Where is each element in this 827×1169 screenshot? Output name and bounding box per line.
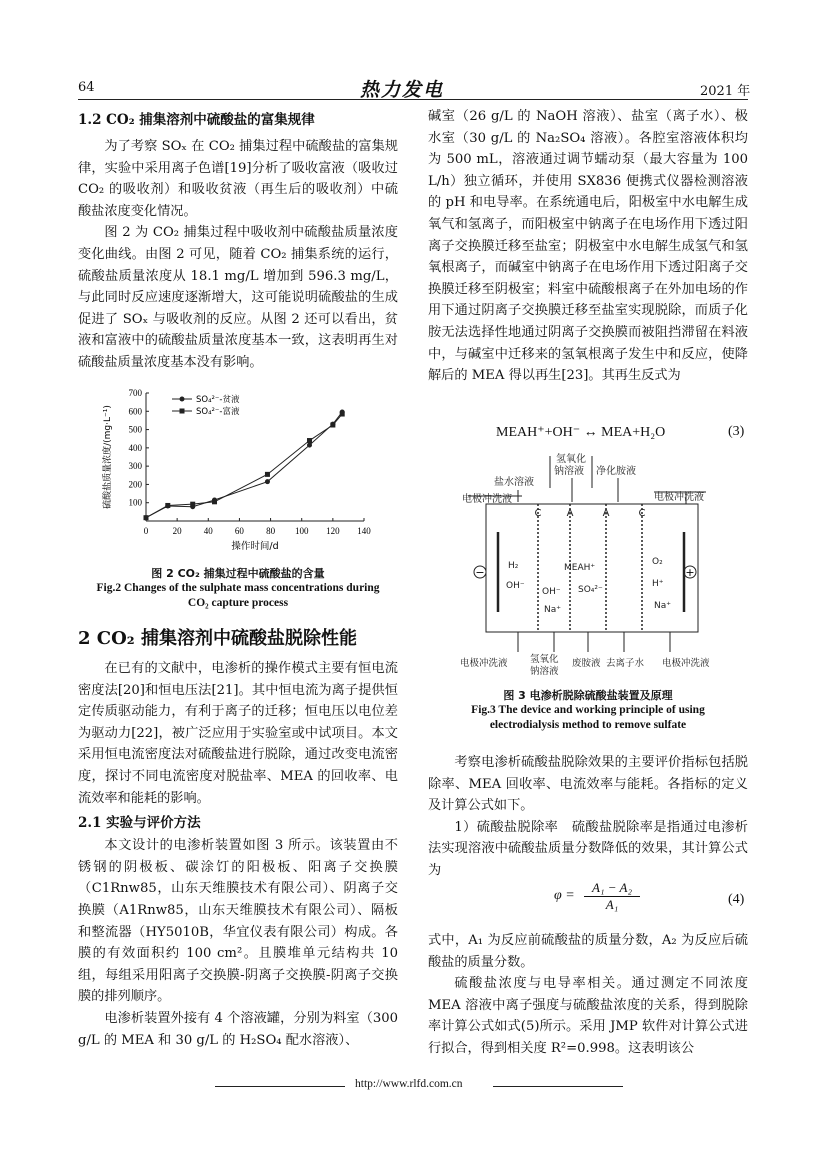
fig3-label: 净化胺液 <box>596 466 636 477</box>
equation-4-lhs: φ = <box>554 888 575 903</box>
fig3-label: 钠溶液 <box>530 666 559 677</box>
y-tick-label: 700 <box>128 388 142 398</box>
ion-label: H₂ <box>508 561 519 571</box>
paragraph: 图 2 为 CO₂ 捕集过程中吸收剂中硫酸盐质量浓度变化曲线。由图 2 可见，随着 CO₂ 捕集系统的运行，硫酸盐质量浓度从 18.1 mg/L 增加到 596.3 mg/L，与此同时反应速度逐渐增大，这可能说明硫酸盐的生成促进了 SOₓ 与吸收剂的反应。从图 2 还可以看出，贫液和富液中的硫酸盐质量浓度基本一致，这表明再生对硫酸盐质量浓度基本没有影响。 <box>78 225 398 370</box>
data-point <box>265 479 270 484</box>
y-tick-label: 300 <box>128 461 142 472</box>
membrane-label: C <box>534 508 542 519</box>
x-tick-label: 140 <box>357 526 371 536</box>
figure-2-chart <box>90 385 390 565</box>
paragraph: 考察电渗析硫酸盐脱除效果的主要评价指标包括脱除率、MEA 回收率、电流效率与能耗。各指标的定义及计算公式如下。 <box>428 755 748 814</box>
data-point <box>144 515 149 520</box>
membrane-label: A <box>602 508 610 519</box>
ion-label: OH⁻ <box>506 581 525 591</box>
paragraph: 在已有的文献中，电渗析的操作模式主要有恒电流密度法[20]和恒电压法[21]。其中恒电流为离子提供恒定传质驱动能力，有利于离子的迁移；恒电压以电位差为驱动力[22]，被广泛应用于实验室或中试项目。本文采用恒电流密度法对硫酸盐进行脱除，通过改变电流密度，探讨不同电流密度对脱盐率、MEA 的回收率、电流效率和能耗的影响。 <box>78 661 398 806</box>
left-column <box>78 108 398 374</box>
figure-2-caption <box>78 566 398 611</box>
paragraph: 电渗析装置外接有 4 个溶液罐，分别为料室（300 g/L 的 MEA 和 30 g/L 的 H₂SO₄ 配水溶液）、 <box>78 1010 398 1048</box>
x-tick-label: 20 <box>172 526 182 536</box>
x-tick-label: 60 <box>234 526 244 536</box>
equation-3-number: (3) <box>728 424 745 439</box>
paragraph: 硫酸盐浓度与电导率相关。通过测定不同浓度 MEA 溶液中离子强度与硫酸盐浓度的关系，得到脱除率计算公式如式(5)所示。采用 JMP 软件对计算公式进行拟合，得到相关度 R²=0.998。这表明该公 <box>428 976 748 1056</box>
footer-rule-right <box>493 1086 623 1087</box>
data-point <box>212 499 217 504</box>
y-tick-label: 200 <box>128 479 142 490</box>
fig2-caption-en: CO₂ capture process <box>187 597 289 609</box>
fig3-label: 氢氧化 <box>556 454 586 465</box>
fig3-caption-en: Fig.3 The device and working principle of using <box>471 704 705 716</box>
membrane-label: C <box>638 508 646 519</box>
journal-title: 热力发电 <box>360 79 445 101</box>
ion-label: OH⁻ <box>542 587 561 597</box>
data-point <box>307 438 312 443</box>
ion-label: H⁺ <box>652 579 664 589</box>
membrane-label: A <box>566 508 574 519</box>
fig3-label: 钠溶液 <box>554 466 584 477</box>
equation-4-fraction <box>584 880 640 913</box>
x-tick-label: 120 <box>326 526 340 536</box>
x-tick-label: 100 <box>294 526 309 536</box>
eq4-numerator: A₁ − A₂ <box>584 880 640 897</box>
data-point <box>190 502 195 507</box>
fig3-caption-en: electrodialysis method to remove sulfate <box>489 719 687 731</box>
y-tick-label: 400 <box>128 442 142 453</box>
series-line <box>146 414 342 518</box>
right-column-bottom <box>428 930 748 1060</box>
fig3-label: 电极冲洗液 <box>460 658 508 669</box>
y-axis-label: 硫酸盐质量浓度/(mg·L⁻¹) <box>103 405 113 509</box>
y-tick-label: 100 <box>128 497 142 508</box>
anode-sign: + <box>685 566 695 579</box>
figure-3-caption <box>428 688 748 733</box>
left-column-lower <box>78 624 398 1051</box>
page-number: 64 <box>78 80 95 95</box>
equation-3: MEAH⁺+OH⁻ ↔ MEA+H₂O <box>496 425 666 440</box>
data-point <box>307 443 312 448</box>
fig3-label: 盐水溶液 <box>494 477 534 488</box>
fig3-label: 电极冲洗液 <box>462 494 512 505</box>
legend-marker <box>180 409 185 414</box>
paragraph: 本文设计的电渗析装置如图 3 所示。该装置由不锈钢的阴极板、碳涂饤的阳极板、阳离子交换膜（C1Rnw85，山东天维膜技术有限公司）、阴离子交换膜（A1Rnw85，山东天维膜技术有限公司）、隔板和整流器（HY5010B，华宜仪表有限公司）构成。各膜的有效面积约 100 cm²。且膜堆单元结构共 10 组，每组采用阳离子交换膜-阴离子交换膜-阴离子交换膜的排列顺序。 <box>78 838 398 1005</box>
right-column <box>428 106 748 387</box>
series-line <box>146 412 342 518</box>
section-1-2-title: 1.2 CO₂ 捕集溶剂中硫酸盐的富集规律 <box>78 112 315 128</box>
header-rule <box>78 99 748 100</box>
legend-label: SO₄²⁻-贫液 <box>196 395 240 405</box>
x-tick-label: 80 <box>266 526 276 536</box>
ion-label: Na⁺ <box>544 605 561 615</box>
y-tick-label: 500 <box>128 424 142 435</box>
eq4-denominator: A₁ <box>605 897 619 912</box>
legend-marker <box>180 397 185 402</box>
year: 2021 年 <box>700 84 751 99</box>
paragraph: 碱室（26 g/L 的 NaOH 溶液）、盐室（离子水）、极水室（30 g/L 的 Na₂SO₄ 溶液）。各腔室溶液体积均为 500 mL，溶液通过调节蠕动泵（最大容量为 100 L/h）独立循环，并使用 SX836 便携式仪器检测溶液的 pH 和电导率。在系统通电后，阳极室中水电解生成氧气和氢离子，而阳极室中钠离子在电场作用下透过阳离子交换膜迁移至盐室；阴极室中水电解生成氢气和氢氧根离子，而碱室中钠离子在电场作用下透过阳离子交换膜迁移至阴极室；料室中硫酸根离子在外加电场的作用下通过阴离子交换膜迁移至盐室实现脱除，而质子化胺无法选择性地通过阴离子交换膜而被阻挡滞留在料液中，与碱室中迁移来的氢氧根离子发生中和反应，使降解后的 MEA 得以再生[23]。其再生反式为 <box>428 109 748 384</box>
data-point <box>340 412 345 417</box>
figure-3-diagram <box>458 452 728 680</box>
ion-label: MEAH⁺ <box>564 563 596 573</box>
section-2-1-title: 2.1 实验与评价方法 <box>78 815 201 832</box>
fig3-label: 氢氧化 <box>530 654 559 665</box>
footer-rule-left <box>215 1086 345 1087</box>
right-column-lower <box>428 752 748 882</box>
fig3-label: 电极冲洗液 <box>654 492 704 503</box>
equation-4-number: (4) <box>728 892 745 907</box>
footer-url: http://www.rlfd.com.cn <box>355 1078 463 1090</box>
section-2-title: 2 CO₂ 捕集溶剂中硫酸盐脱除性能 <box>78 628 357 649</box>
legend-label: SO₄²⁻-富液 <box>196 407 240 417</box>
x-axis-label: 操作时间/d <box>231 541 279 552</box>
x-tick-label: 40 <box>203 526 213 536</box>
fig3-caption-cn: 图 3 电渗析脱除硫酸盐装置及原理 <box>503 689 673 702</box>
data-point <box>330 423 335 428</box>
ion-label: Na⁺ <box>654 601 671 611</box>
paragraph: 为了考察 SOₓ 在 CO₂ 捕集过程中硫酸盐的富集规律，实验中采用离子色谱[19]分析了吸收富液（吸收过 CO₂ 的吸收剂）和吸收贫液（再生后的吸收剂）中硫酸盐浓度变化情况。 <box>78 139 398 219</box>
x-tick-label: 0 <box>143 526 149 536</box>
paragraph: 式中，A₁ 为反应前硫酸盐的质量分数，A₂ 为反应后硫酸盐的质量分数。 <box>428 933 748 970</box>
data-point <box>265 472 270 477</box>
fig2-caption-cn: 图 2 CO₂ 捕集过程中硫酸盐的含量 <box>151 567 325 580</box>
fig2-caption-en: Fig.2 Changes of the sulphate mass concentrations during <box>96 582 380 594</box>
data-point <box>165 503 170 508</box>
ion-label: SO₄²⁻ <box>578 585 603 595</box>
fig3-label: 电极冲洗液 <box>662 658 710 669</box>
fig3-label: 去离子水 <box>606 658 645 669</box>
cathode-sign: − <box>475 566 485 579</box>
fig3-label: 废胺液 <box>572 658 601 669</box>
y-tick-label: 600 <box>128 406 142 417</box>
ion-label: O₂ <box>652 557 663 567</box>
paragraph: 1）硫酸盐脱除率 硫酸盐脱除率是指通过电渗析法实现溶液中硫酸盐质量分数降低的效果，其计算公式为 <box>428 819 748 878</box>
